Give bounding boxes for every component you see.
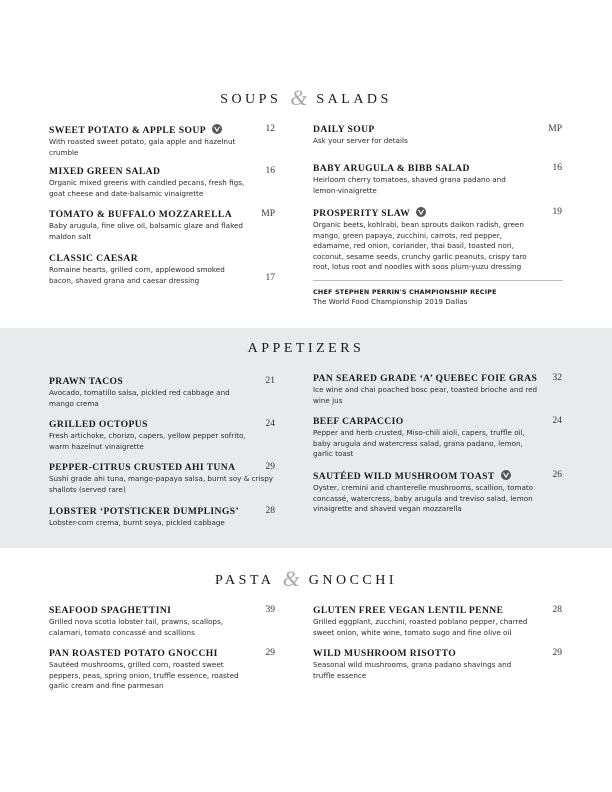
item-price: 19 (552, 207, 562, 217)
menu-item (49, 376, 249, 409)
divider (313, 280, 563, 281)
item-description: Ice wine and chai poached bosc pear, toasted brioche and red wine jus (313, 385, 538, 405)
item-description: Heirloom cherry tomatoes, shaved grana padano and lemon-vinaigrette (313, 175, 506, 195)
item-price: 24 (265, 419, 275, 429)
title-word: PASTA (214, 573, 274, 588)
section-title-pasta-gnocchi (0, 566, 612, 592)
item-price: MP (261, 209, 275, 219)
item-price: 32 (552, 373, 562, 383)
menu-item (313, 605, 535, 638)
item-description: Organic mixed greens with candied pecans, fresh figs, goat cheese and date-balsamic vinaigrette (49, 178, 245, 198)
item-name: BEEF CARPACCIO (313, 416, 404, 427)
item-description: Fresh artichoke, chorizo, capers, yellow pepper sofrito, warm hazelnut vinaigrette (49, 431, 246, 451)
item-name: BABY ARUGULA & BIBB SALAD (313, 163, 470, 174)
menu-item (313, 373, 543, 406)
item-description: Pepper and herb crusted, Miso-chili aioli, capers, truffle oil, baby arugula and watercress salad, grana padano, lemon, garlic toast (313, 428, 525, 458)
item-name: WILD MUSHROOM RISOTTO (313, 648, 457, 659)
item-price: 39 (265, 605, 275, 615)
item-name: DAILY SOUP (313, 124, 375, 135)
item-description: Grilled eggplant, zucchini, roasted poblano pepper, charred sweet onion, white wine, tomato sugo and fine olive oil (313, 617, 528, 637)
item-price: 16 (552, 163, 562, 173)
item-name: PAN ROASTED POTATO GNOCCHI (49, 648, 218, 659)
item-description: Lobster-corn crema, burnt soya, pickled cabbage (49, 518, 225, 527)
ampersand: & (290, 85, 308, 110)
item-price: 29 (552, 648, 562, 658)
item-description: Seasonal wild mushrooms, grana padano shavings and truffle essence (313, 660, 512, 680)
menu-item (49, 605, 249, 638)
menu-item (49, 166, 259, 199)
menu-item (49, 506, 259, 529)
title-word: GNOCCHI (308, 573, 398, 588)
item-description: Organic beets, kohlrabi, bean sprouts daikon radish, green mango, green papaya, zucchini, carrots, red pepper, edamame, red onion, coriander, thai basil, toasted nori, coconut, sesame seeds, crunchy garlic peanuts, crispy taro root, lotus root and noodles with soos plum-yuzu dressing (313, 220, 527, 271)
item-name: PROSPERITY SLAW (313, 208, 411, 219)
item-name: MIXED GREEN SALAD (49, 166, 161, 177)
item-description: Grilled nova scotia lobster tail, prawns, scallops, calamari, tomato concassé and scallions (49, 617, 223, 637)
item-price: 28 (552, 605, 562, 615)
menu-item (313, 648, 523, 681)
item-description: Sushi grade ahi tuna, mango-papaya salsa, burnt soy & crispy shallots (served rare) (49, 474, 274, 494)
menu-item (49, 648, 249, 692)
menu-item (49, 419, 259, 452)
item-price: MP (548, 124, 562, 134)
item-name: SWEET POTATO & APPLE SOUP (49, 125, 206, 136)
item-price: 26 (552, 470, 562, 480)
menu-item (313, 207, 527, 273)
menu-item (313, 470, 535, 515)
vegan-icon (212, 124, 222, 134)
item-price: 29 (265, 648, 275, 658)
menu-item (313, 124, 533, 147)
section-title-soups-salads (0, 85, 612, 111)
title-word: SOUPS (220, 92, 282, 107)
item-price: 24 (552, 416, 562, 426)
item-price: 16 (265, 166, 275, 176)
ampersand: & (282, 566, 300, 591)
item-name: TOMATO & BUFFALO MOZZARELLA (49, 209, 233, 220)
menu-item (313, 163, 508, 196)
item-name: PEPPER-CITRUS CRUSTED AHI TUNA (49, 462, 236, 473)
item-name: SEAFOOD SPAGHETTINI (49, 605, 172, 616)
menu-item (49, 253, 249, 286)
vegan-icon (501, 470, 511, 480)
item-name: SAUTÉED WILD MUSHROOM TOAST (313, 471, 495, 482)
title-word: SALADS (316, 92, 392, 107)
chef-recipe-subtitle: The World Food Championship 2019 Dallas (313, 297, 468, 306)
section-title-appetizers: APPETIZERS (247, 341, 365, 356)
item-description: Ask your server for details (313, 136, 408, 145)
item-name: PRAWN TACOS (49, 376, 124, 387)
item-description: Oyster, cremini and chanterelle mushrooms, scallion, tomato concassé, watercress, baby arugula and treviso salad, lemon vinaigrette and shaved vegan mozzarella (313, 483, 534, 513)
chef-recipe-title: CHEF STEPHEN PERRIN'S CHAMPIONSHIP RECIPE (313, 288, 497, 296)
item-name: GLUTEN FREE VEGAN LENTIL PENNE (313, 605, 504, 616)
item-description: Sautéed mushrooms, grilled corn, roasted sweet peppers, peas, spring onion, truffle essence, roasted garlic cream and fine parmesan (49, 660, 239, 690)
vegan-icon (416, 207, 426, 217)
item-name: GRILLED OCTOPUS (49, 419, 148, 430)
item-price: 17 (265, 273, 275, 283)
menu-item (49, 209, 249, 242)
chef-recipe-note (313, 287, 573, 307)
item-price: 29 (265, 462, 275, 472)
menu-item (313, 416, 531, 460)
item-price: 21 (265, 376, 275, 386)
item-description: Baby arugula, fine olive oil, balsamic glaze and flaked maldon salt (49, 221, 243, 241)
item-price: 28 (265, 506, 275, 516)
item-name: PAN SEARED GRADE ‘A’ QUEBEC FOIE GRAS (313, 373, 538, 384)
item-description: With roasted sweet potato, gala apple and hazelnut crumble (49, 137, 236, 157)
item-description: Romaine hearts, grilled corn, applewood smoked bacon, shaved grana and caesar dressing (49, 265, 225, 285)
item-name: LOBSTER ‘POTSTICKER DUMPLINGS’ (49, 506, 240, 517)
item-price: 12 (265, 124, 275, 134)
item-description: Avocado, tomatillo salsa, pickled red cabbage and mango crema (49, 388, 230, 408)
menu-item (49, 124, 249, 158)
item-name: CLASSIC CAESAR (49, 253, 139, 264)
